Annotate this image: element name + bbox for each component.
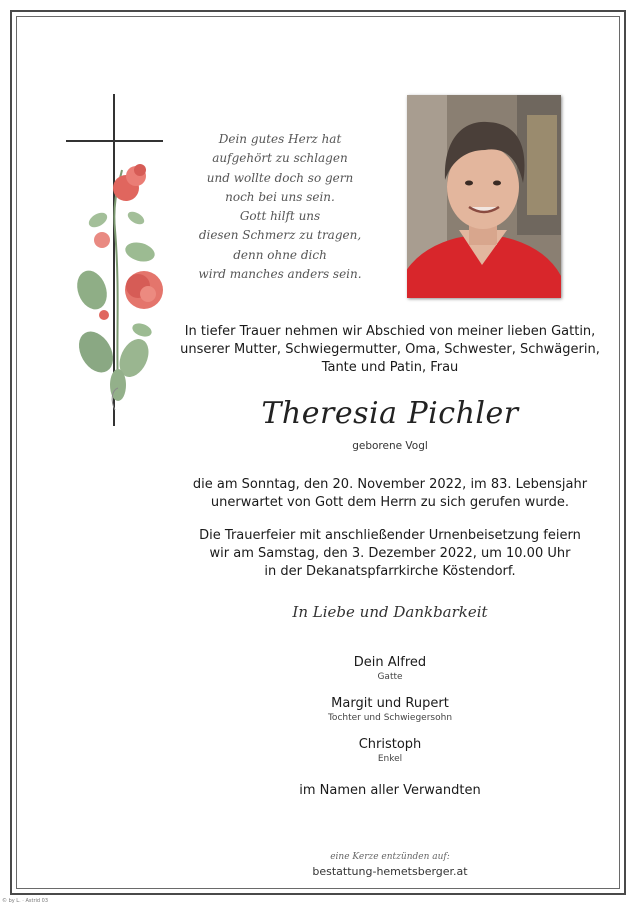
death-notice [160, 476, 620, 512]
relatives-line: im Namen aller Verwandten [299, 783, 481, 798]
intro-text [160, 323, 620, 377]
cross-with-roses-icon [60, 90, 180, 430]
mourner-entry [160, 736, 620, 765]
poem-line: Dein gutes Herz hat [218, 132, 342, 146]
mourner-name: Margit und Rupert [331, 696, 449, 711]
intro-line: unserer Mutter, Schwiegermutter, Oma, Schwester, Schwägerin, [180, 342, 600, 357]
poem-line: diesen Schmerz zu tragen, [198, 228, 362, 243]
funeral-notice [160, 527, 620, 581]
poem-line: noch bei uns sein. [225, 189, 335, 204]
mourner-entry [160, 654, 620, 683]
funeral-line: wir am Samstag, den 3. Dezember 2022, um 10.00 Uhr [209, 546, 571, 561]
poem-line: und wollte doch so gern [206, 170, 354, 185]
poem [190, 130, 370, 284]
funeral-line: in der Dekanatspfarrkirche Köstendorf. [264, 564, 516, 579]
mourner-name: Christoph [358, 737, 422, 752]
funeral-line: Die Trauerfeier mit anschließender Urnenbeisetzung feiern [199, 528, 581, 543]
poem-line: aufgehört zu schlagen [212, 151, 348, 166]
intro-line: In tiefer Trauer nehmen wir Abschied von meiner lieben Gattin, [184, 324, 596, 339]
poem-line: Gott hilft uns [239, 209, 321, 224]
portrait-photo [407, 95, 561, 298]
mourner-entry [160, 695, 620, 724]
mourner-relation: Enkel [377, 754, 403, 764]
mourner-name: Dein Alfred [353, 655, 427, 670]
poem-line: wird manches anders sein. [198, 267, 362, 282]
closing-phrase: In Liebe und Dankbarkeit [292, 603, 488, 621]
deceased-name: Theresia Pichler [261, 396, 519, 431]
print-code: © by L. · Astrid 03 [2, 898, 49, 904]
mourner-relation: Gatte [377, 672, 403, 682]
candle-note: eine Kerze entzünden auf: [330, 852, 450, 862]
death-line: die am Sonntag, den 20. November 2022, im 83. Lebensjahr [192, 477, 588, 492]
website-link[interactable]: bestattung-hemetsberger.at [312, 865, 468, 878]
poem-line: denn ohne dich [233, 247, 327, 262]
death-line: unerwartet von Gott dem Herrn zu sich gerufen wurde. [210, 495, 570, 510]
intro-line: Tante und Patin, Frau [321, 360, 459, 375]
maiden-name: geborene Vogl [352, 440, 428, 452]
mourner-relation: Tochter und Schwiegersohn [327, 713, 453, 723]
